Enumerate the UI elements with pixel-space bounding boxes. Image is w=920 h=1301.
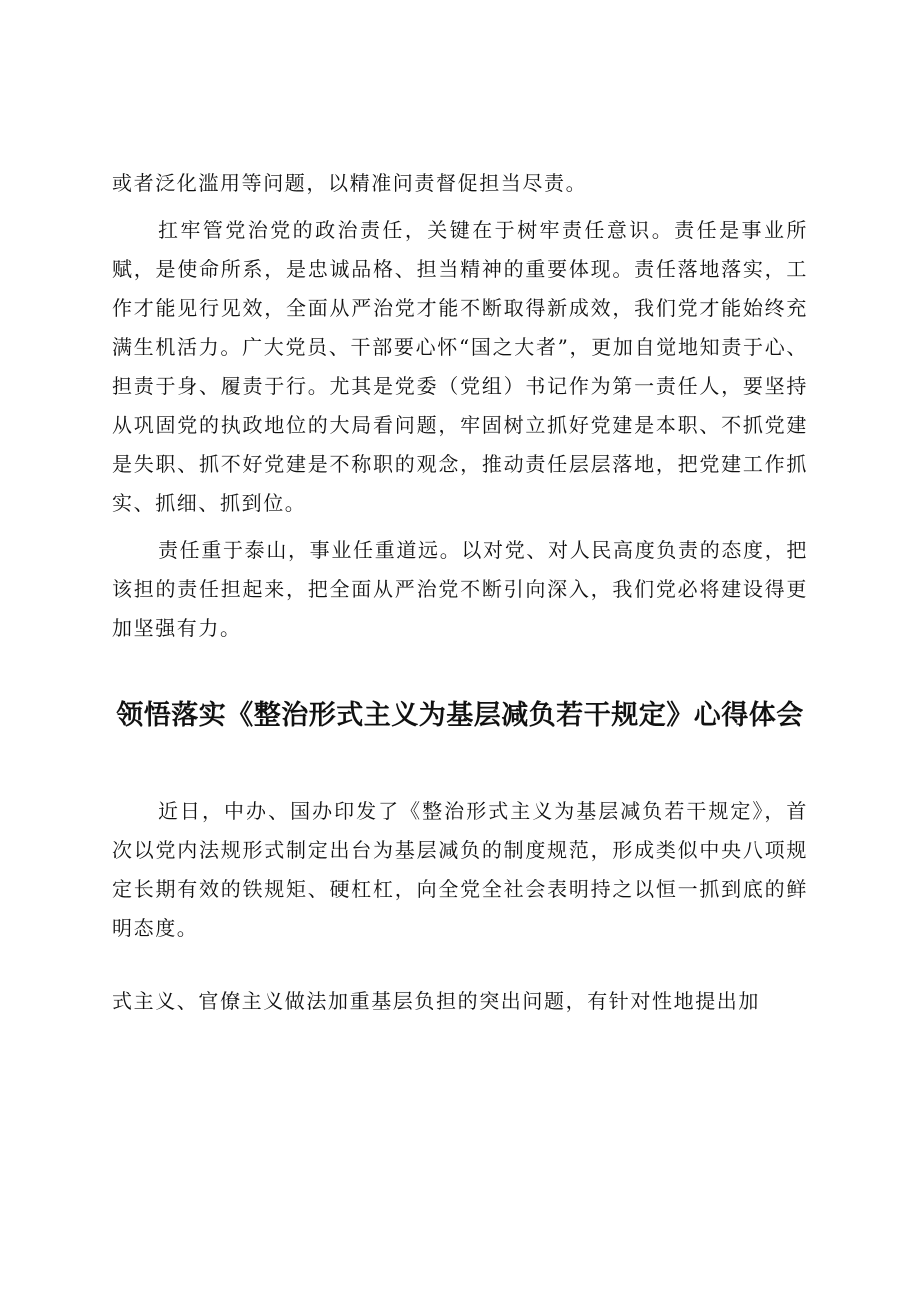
article-title: 领悟落实《整治形式主义为基层减负若干规定》心得体会 xyxy=(116,700,804,731)
document-body xyxy=(112,164,808,1021)
paragraph-fragment: 式主义、官僚主义做法加重基层负担的突出问题，有针对性地提出加 xyxy=(112,989,760,1013)
paragraph-continued: 或者泛化滥用等问题，以精准问责督促担当尽责。 xyxy=(112,171,588,195)
paragraph-conclusion: 责任重于泰山，事业任重道远。以对党、对人民高度负责的态度，把该担的责任担起来，把全面从严治党不断引向深入，我们党必将建设得更加坚强有力。 xyxy=(112,538,808,640)
paragraph-responsibility: 扛牢管党治党的政治责任，关键在于树牢责任意识。责任是事业所赋，是使命所系，是忠诚品格、担当精神的重要体现。责任落地落实，工作才能见行见效，全面从严治党才能不断取得新成效，我们党才能始终充满生机活力。广大党员、干部要心怀“国之大者”，更加自觉地知责于心、担责于身、履责于行。尤其是党委（党组）书记作为第一责任人，要坚持从巩固党的执政地位的大局看问题，牢固树立抓好党建是本职、不抓党建是失职、抓不好党建是不称职的观念，推动责任层层落地，把党建工作抓实、抓细、抓到位。 xyxy=(112,218,808,515)
paragraph-intro: 近日，中办、国办印发了《整治形式主义为基层减负若干规定》，首次以党内法规形式制定出台为基层减负的制度规范，形成类似中央八项规定长期有效的铁规矩、硬杠杠，向全党全社会表明持之以恒一抓到底的鲜明态度。 xyxy=(112,799,808,940)
